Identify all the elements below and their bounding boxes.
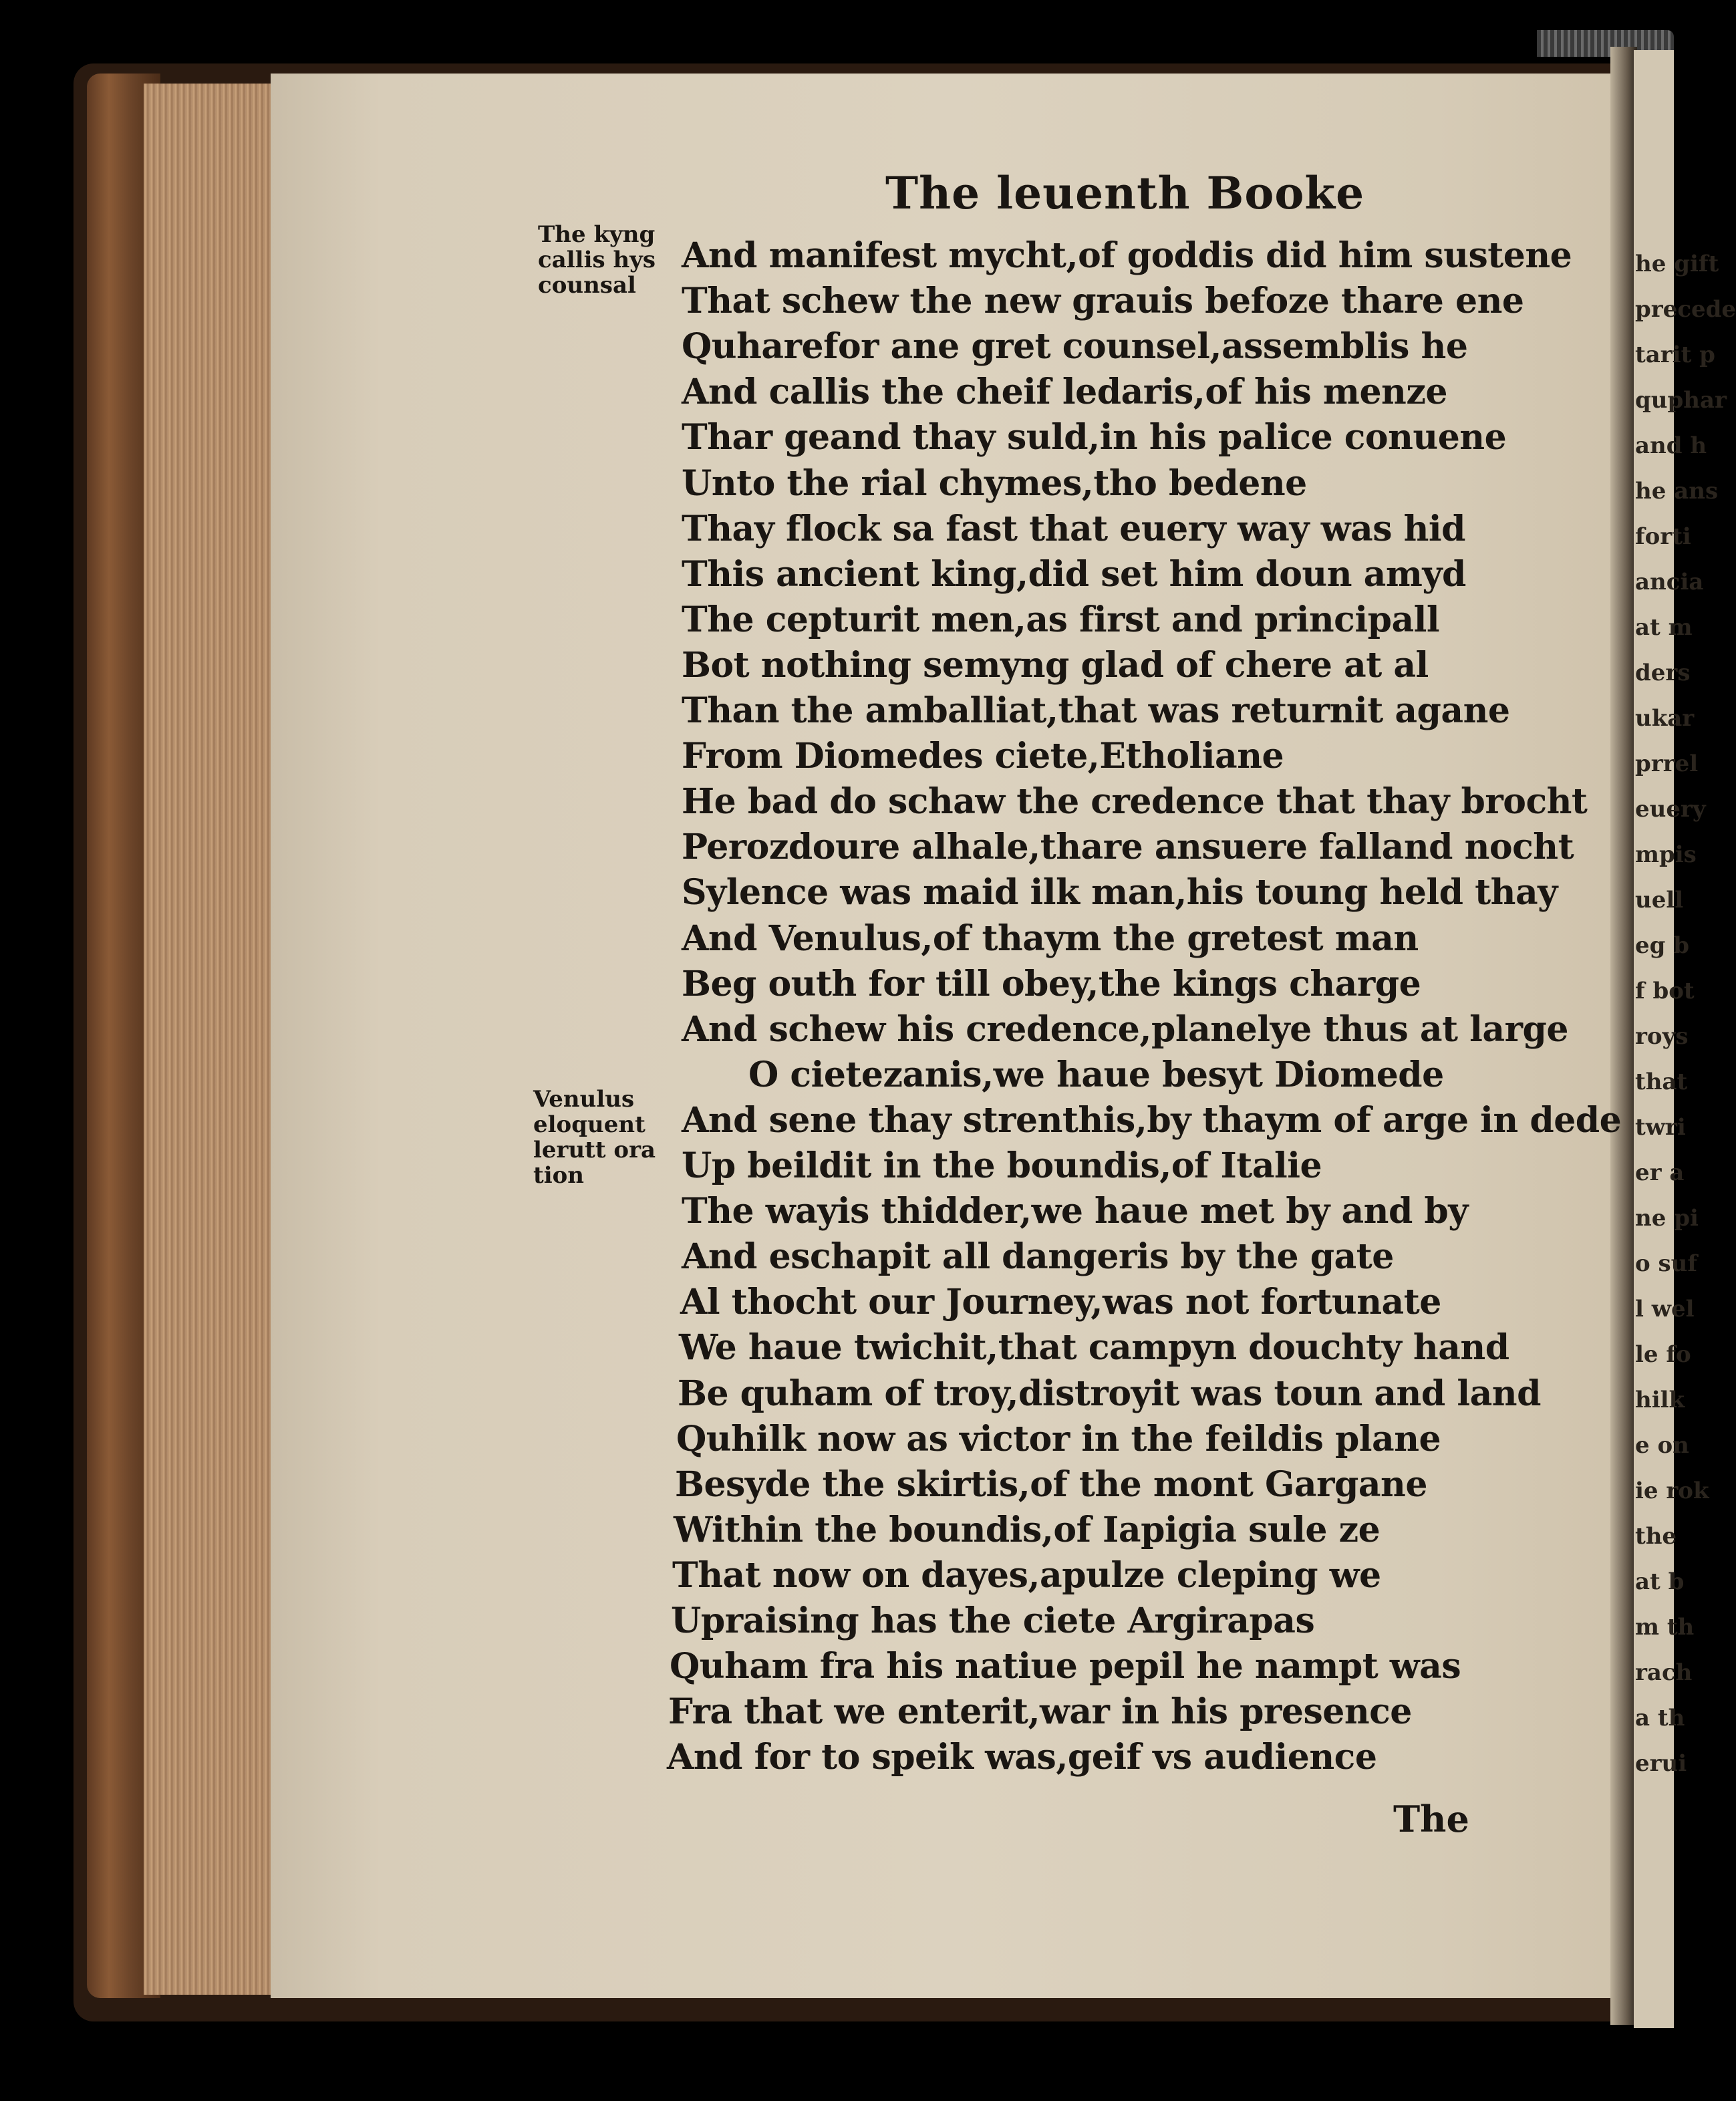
margin-note-line: counsal [538,272,636,299]
verse-line: Besyde the skirtis,of the mont Gargane [675,1463,1427,1505]
verse-line: And eschapit all dangeris by the gate [682,1236,1394,1278]
facing-page-text-fragment: a th [1635,1705,1685,1731]
facing-page-text-fragment: that [1635,1069,1688,1095]
verse-line: And Venulus,of thaym the gretest man [682,918,1419,959]
verse-line: Thar geand thay suld,in his palice conuene [682,417,1507,458]
verse-line: O cietezanis,we haue besyt Diomede [748,1054,1444,1095]
margin-note-line: eloquent [533,1111,645,1138]
facing-page-text-fragment: eg b [1635,932,1690,959]
facing-page-text-fragment: ukar [1635,705,1695,732]
facing-page-text-fragment: er a [1635,1159,1685,1186]
facing-page-text-fragment: forti [1635,523,1691,550]
verse-line: From Diomedes ciete,Etholiane [682,736,1284,777]
facing-page-text-fragment: f bot [1635,978,1695,1004]
margin-note-line: callis hys [538,247,656,273]
facing-page-text-fragment: l wel [1635,1296,1695,1322]
verse-line: Bot nothing semyng glad of chere at al [682,644,1429,686]
verse-line: Within the boundis,of Iapigia sule ze [674,1509,1381,1550]
verse-line: Upraising has the ciete Argirapas [671,1600,1315,1641]
facing-page-text-fragment: at b [1635,1568,1685,1595]
verse-line: And callis the cheif ledaris,of his menze [682,372,1447,413]
verse-line: And sene thay strenthis,by thaym of arge in dede [682,1099,1622,1141]
facing-page-fragment [1634,50,1736,2028]
facing-page-text-fragment: he ans [1635,478,1719,505]
facing-page-text-fragment: m th [1635,1614,1695,1641]
verse-line: That now on dayes,apulze cleping we [672,1554,1381,1596]
verse-line: The wayis thidder,we haue met by and by [682,1191,1468,1232]
facing-page-text-fragment: ie rok [1635,1478,1709,1504]
verse-line: The cepturit men,as first and principall [682,599,1440,640]
verse-line: Than the amballiat,that was returnit agane [682,690,1510,731]
catchword: The [1393,1798,1469,1840]
verse-line: Unto the rial chymes,tho bedene [682,462,1307,504]
verse-line: That schew the new grauis befoze thare ene [682,281,1524,322]
verse-line: Sylence was maid ilk man,his toung held thay [682,872,1558,914]
facing-page-text-fragment: prrel [1635,750,1699,777]
verse-line: Be quham of troy,distroyit was toun and land [678,1373,1541,1414]
margin-note-line: tion [533,1162,585,1189]
verse-line: Quhilk now as victor in the feildis plane [676,1418,1441,1459]
facing-page-text-fragment: ne pi [1635,1205,1699,1232]
verse-line: And manifest mycht,of goddis did him sustene [682,235,1572,276]
facing-page-text-fragment: erui [1635,1750,1687,1777]
facing-page-text-fragment: the [1635,1523,1677,1550]
verse-line: And for to speik was,geif vs audience [667,1737,1377,1778]
margin-note-line: The kyng [538,221,656,248]
verse-line: Quharefor ane gret counsel,assemblis he [682,326,1468,368]
facing-page-text-fragment: twri [1635,1114,1686,1141]
facing-page-text-fragment: quphar [1635,387,1727,414]
verse-line: Perozdoure alhale,thare ansuere falland nocht [682,827,1574,868]
facing-page-text-fragment: ancia [1635,569,1704,595]
facing-page-text-fragment: and h [1635,432,1707,459]
facing-page-text-fragment: precede [1635,296,1736,323]
verse-line: We haue twichit,that campyn douchty hand [679,1327,1509,1369]
verse-line: Up beildit in the boundis,of Italie [682,1145,1322,1186]
page-edges [144,84,277,1995]
verse-line: Thay flock sa fast that euery way was hid [682,508,1466,549]
facing-page-text-fragment: tarit p [1635,341,1715,368]
verse-line: Beg outh for till obey,the kings charge [682,963,1421,1004]
facing-page-text-fragment: le fo [1635,1341,1691,1368]
facing-page-text-fragment: rach [1635,1659,1693,1686]
verse-line: And schew his credence,planelye thus at large [682,1008,1568,1050]
facing-page-text-fragment: ders [1635,660,1691,686]
facing-page-text-fragment: roys [1635,1023,1689,1050]
facing-page-text-fragment: hilk [1635,1387,1685,1413]
verse-line: Fra that we enterit,war in his presence [668,1691,1412,1733]
verse-line: Quham fra his natiue pepil he nampt was [670,1646,1461,1687]
facing-page-text-fragment: he gift [1635,251,1719,277]
verse-line: Al thocht our Journey,was not fortunate [680,1282,1441,1323]
facing-page-text-fragment: o suf [1635,1250,1698,1277]
verse-line: This ancient king,did set him doun amyd [682,553,1466,595]
running-header: The leuenth Booke [885,167,1365,219]
facing-page-text-fragment: euery [1635,796,1706,823]
facing-page-text-fragment: mpis [1635,841,1697,868]
margin-note-line: lerutt ora [533,1137,656,1163]
facing-page-text-fragment: uell [1635,887,1684,914]
gutter-shadow [1610,47,1637,2025]
facing-page-text-fragment: e on [1635,1432,1689,1459]
facing-page-text-fragment: at m [1635,614,1693,641]
margin-note-king-counsel [538,222,656,298]
margin-note-venulus-oration [533,1087,656,1188]
margin-note-line: Venulus [533,1086,635,1113]
verse-line: He bad do schaw the credence that thay brocht [682,781,1588,823]
